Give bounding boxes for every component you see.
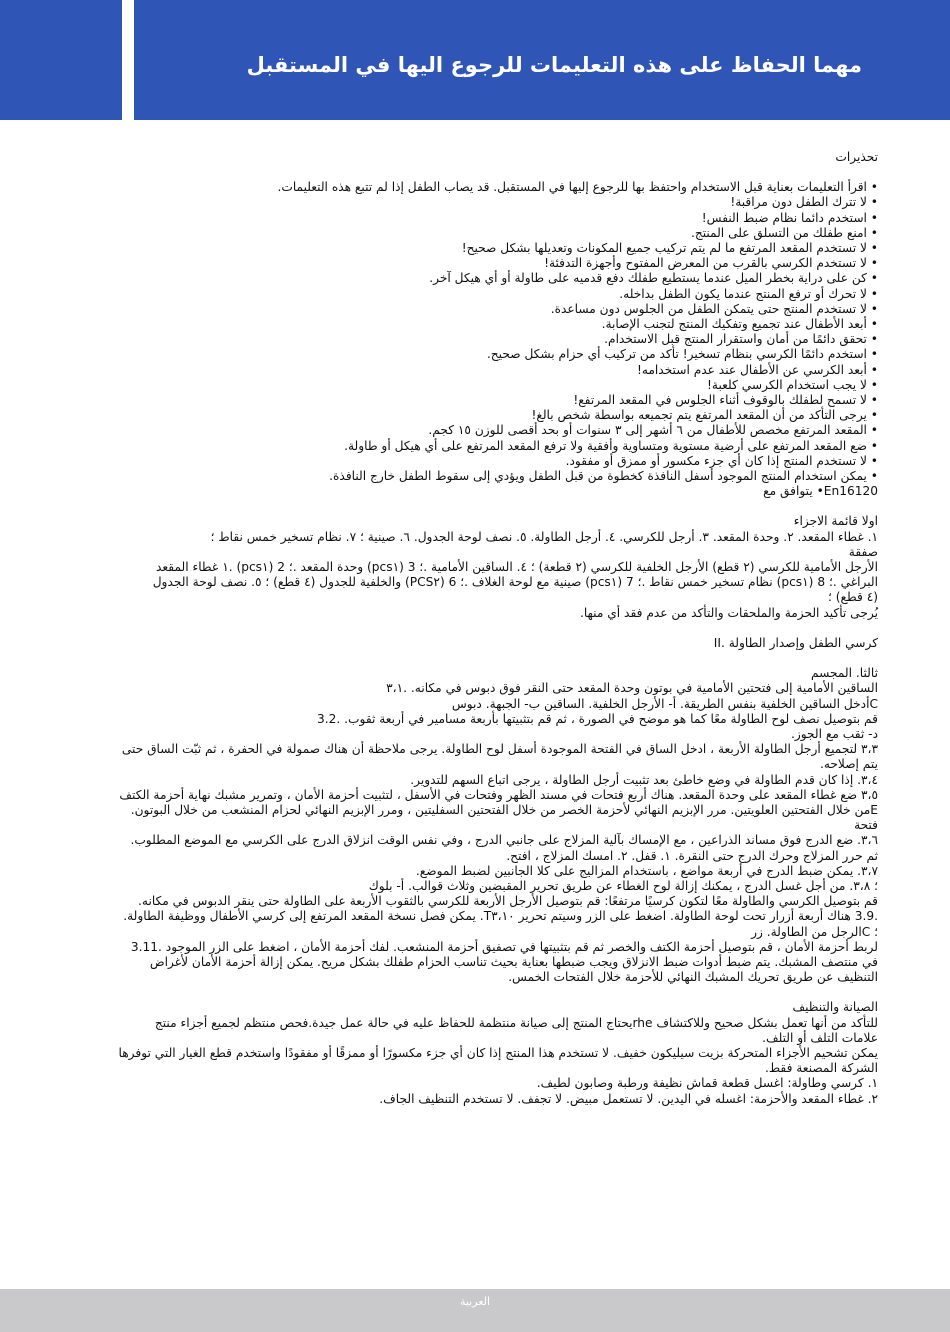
assembly-step: قم بتوصيل الكرسي والطاولة معًا لتكون كرسيًا مرتفعًا: قم بتوصيل الأرجل الأربعة للكرسي بالثقوب الأربعة على الطاولة حتى ينقر الدبوس في مكانه. .3.9 هناك أربعة أزرار تحت لوحة الطاولة. اضغط على الزر وسيتم تحرير T٣،١٠. يمكن فصل نسخة المقعد المرتفع إلى كرسي الأطفال ووظيفة الطاولة.	[123, 894, 878, 924]
assembly-step: لربط أحزمة الأمان ، قم بتوصيل أحزمة الكتف والخصر ثم قم بتثبيتها في تصفيق أحزمة المنشعب. لفك أحزمة الأمان ، اضغط على الزر الموجود .3.11 في منتصف المشبك. يتم ضبط أدوات ضبط الانزلاق ويجب ضبطها بعناية بحيث تناسب الحزام طفلك بشكل مريح. يمكن إزالة أحزمة الأمان لأغراض التنظيف عن طريق تحريك المشبك النهائي للأحزمة خلال الفتحات الخمس.	[130, 939, 878, 985]
warning-item: • اقرأ التعليمات بعناية قبل الاستخدام واحتفظ بها للرجوع إليها في المستقبل. قد يصاب الطفل إذا لم تتبع هذه التعليمات.	[277, 180, 878, 195]
warning-item: • ضع المقعد المرتفع على أرضية مستوية ومتساوية وأفقية ولا ترفع المقعد المرتفع على أي هيكل أو طاولة.	[344, 438, 878, 453]
warning-item: • أبعد الأطفال عند تجميع وتفكيك المنتج لتجنب الإصابة.	[601, 317, 878, 332]
warning-item: • لا تترك الطفل دون مراقبة!	[730, 195, 878, 210]
assembly-step: Cأدخل الساقين الخلفية بنفس الطريقة. أ- الأرجل الخلفية. الساقين ب- الجبهة. دبوس	[451, 696, 878, 711]
page-footer	[0, 1289, 950, 1332]
page-header	[0, 0, 950, 120]
parts-line: (٤ قطع) ؛	[828, 590, 878, 605]
warnings-list	[118, 180, 878, 499]
warning-item: • يرجى التأكد من أن المقعد المرتفع يتم تجميعه بواسطة شخص بالغ!	[531, 408, 878, 423]
warnings-title: تحذيرات	[835, 150, 878, 164]
assembly-title: ثالثا. المجسم	[811, 666, 878, 681]
parts-line: صفقة	[848, 544, 878, 559]
page-title: مهما الحفاظ على هذه التعليمات للرجوع اليها في المستقبل	[246, 53, 862, 77]
warning-item: • لا يجب استخدام الكرسي كلعبة!	[707, 377, 878, 392]
warning-item: • أبعد الكرسي عن الأطفال عند عدم استخدامه!	[636, 362, 878, 377]
warning-item: • لا تحرك أو ترفع المنتج عندما يكون الطفل بداخله.	[619, 286, 878, 301]
warning-item: • لا تستخدم الكرسي بالقرب من المعرض المفتوح وأجهزة التدفئة!	[544, 256, 878, 271]
warning-item: • استخدم دائما نظام ضبط النفس!	[701, 210, 878, 225]
warning-item: • استخدم دائمًا الكرسي بنظام تسخير! تأكد من تركيب أي حزام بشكل صحيح.	[486, 347, 878, 362]
warning-item: • تحقق دائمًا من أمان واستقرار المنتج قبل الاستخدام.	[604, 332, 878, 347]
assembly-step: الساقين الأمامية إلى فتحتين الأمامية في بوتون وحدة المقعد حتى النقر فوق دبوس في مكانه. .٣،١	[386, 681, 878, 696]
assembly-step: ٣،٦. ضع الدرج فوق مساند الذراعين ، مع الإمساك بآلية المزلاج على جانبي الدرج ، وفي نفس الوقت انزلاق الدرج على الكرسي مع الموضع المطلوب. ثم حرر المزلاج وحرك الدرج حتى النقرة. ١. قفل. ٢. امسك المزلاج ، افتح.	[130, 833, 878, 863]
warning-item: • لا تستخدم المنتج إذا كان أي جزء مكسور أو ممزق أو مفقود.	[565, 453, 878, 468]
assembly-step: د- ثقب مع الجوز.	[790, 726, 878, 741]
parts-line: البراغي .؛ 8 (pcs١) نظام تسخير خمس نقاط .؛ 7 (pcs١) صينية مع لوحة الغلاف .؛ 6 (PCS٢) والخلفية للجدول (٤ قطع) ؛ ٥. نصف لوحة الجدول	[152, 575, 878, 590]
warning-item: • المقعد المرتفع مخصص للأطفال من ٦ أشهر إلى ٣ سنوات أو بحد أقصى للوزن ١٥ كجم.	[428, 423, 878, 438]
footer-language-label: العربية	[459, 1295, 491, 1308]
warning-item: • لا تسمح لطفلك بالوقوف أثناء الجلوس في المقعد المرتفع!	[573, 393, 878, 408]
assembly-step: ٣،٥ ضع غطاء المقعد على وحدة المقعد. هناك أربع فتحات في مسند الظهر وفتحات في الأسفل ، لتثبيت أحزمة الأمان ، وتمرير مشبك نهاية أحزمة الكتف Eمن خلال الفتحتين العلويتين. مرر الإبزيم النهائي لأحزمة الخصر من خلال الفتحتين السفليتين ، ومرر الإبزيم النهائي لحزام المنشعب من خلال البوتون. فتحة	[119, 787, 878, 833]
assembly-step: ؛ Cالرجل من الطاولة. زر	[751, 924, 878, 939]
warning-item: • لا تستخدم المقعد المرتفع ما لم يتم تركيب جميع المكونات وتعديلها بشكل صحيح!	[461, 241, 878, 256]
assembly-step: ٣،٣ لتجميع أرجل الطاولة الأربعة ، ادخل الساق في الفتحة الموجودة أسفل لوح الطاولة. يرجى ملاحظة أن هناك صمولة في الحفرة ، ثم ثبّت الساق حتى يتم إصلاحه.	[121, 742, 878, 772]
warning-item: • كن على دراية بخطر الميل عندما يستطيع طفلك دفع قدميه على طاولة أو أي هيكل آخر.	[429, 271, 878, 286]
parts-line: الأرجل الأمامية للكرسي (٢ قطع) الأرجل الخلفية للكرسي (٢ قطعة) ؛ ٤. الساقين الأمامية .؛ 3 (pcs١) وحدة المقعد .؛ 2 (pcs١) .١ غطاء المقعد	[156, 560, 878, 575]
parts-title: اولا قائمة الاجزاء	[793, 514, 878, 529]
assembly-step: ؛ ٣،٨. من أجل غسل الدرج ، يمكنك إزالة لوح الغطاء عن طريق تحرير المقبضين وثلاث قوالب. أ- بلوك	[368, 878, 878, 893]
header-accent-block	[0, 0, 122, 120]
maintenance-title: الصيانة والتنظيف	[792, 1000, 878, 1015]
maintenance-line: ١. كرسي وطاولة: اغسل قطعة قماش نظيفة ورطبة وصابون لطيف.	[536, 1076, 878, 1091]
assembly-step: ٣،٧. يمكن ضبط الدرج في أربعة مواضع ، باستخدام المزاليج على كلا الجانبين لضبط الموضع.	[415, 863, 878, 878]
maintenance-line: للتأكد من أنها تعمل بشكل صحيح وللاكتشاف rheيحتاج المنتج إلى صيانة منتظمة للحفاظ عليه في حالة عمل جيدة.فحص منتظم لجميع أجزاء منتج علامات التلف أو التلف.	[154, 1015, 878, 1045]
maintenance-line: يمكن تشحيم الأجزاء المتحركة بزيت سيليكون خفيف. لا تستخدم هذا المنتج إذا كان أي جزء مكسورًا أو ممزقًا أو مفقودًا واستخدم قطع الغيار التي توفرها الشركة المصنعة فقط.	[118, 1045, 878, 1076]
parts-line: ١. غطاء المقعد. ٢. وحدة المقعد. ٣. أرجل للكرسي. ٤. أرجل الطاولة. ٥. نصف لوحة الجدول. ٦. صينية ؛ ٧. نظام تسخير خمس نقاط ؛	[210, 529, 878, 544]
assembly-step: ٣،٤. إذا كان قدم الطاولة في وضع خاطئ بعد تثبيت أرجل الطاولة ، يرجى اتباع السهم للتدوير.	[410, 772, 878, 787]
assembly-step: قم بتوصيل نصف لوح الطاولة معًا كما هو موضح في الصورة ، ثم قم بتثبيتها بأربعة مسامير في أربعة ثقوب. .3.2	[317, 711, 878, 726]
parts-line: يُرجى تأكيد الحزمة والملحقات والتأكد من عدم فقد أي منها.	[579, 605, 878, 620]
warning-item: • يمكن استخدام المنتج الموجود أسفل النافذة كخطوة من قبل الطفل ويؤدي إلى سقوط الطفل خارج النافذة.	[329, 469, 878, 484]
warning-item: • لا تستخدم المنتج حتى يتمكن الطفل من الجلوس دون مساعدة.	[550, 301, 878, 316]
warning-item: • امنع طفلك من التسلق على المنتج.	[690, 225, 878, 240]
maintenance-line: ٢. غطاء المقعد والأحزمة: اغسله في اليدين. لا تستعمل مبيض. لا تجفف. لا تستخدم التنظيف الجاف.	[379, 1091, 878, 1106]
section2-title: كرسي الطفل وإصدار الطاولة .II	[713, 635, 878, 650]
standard-compliance: En16120• يتوافق مع	[763, 484, 878, 499]
document-body	[118, 150, 878, 1107]
